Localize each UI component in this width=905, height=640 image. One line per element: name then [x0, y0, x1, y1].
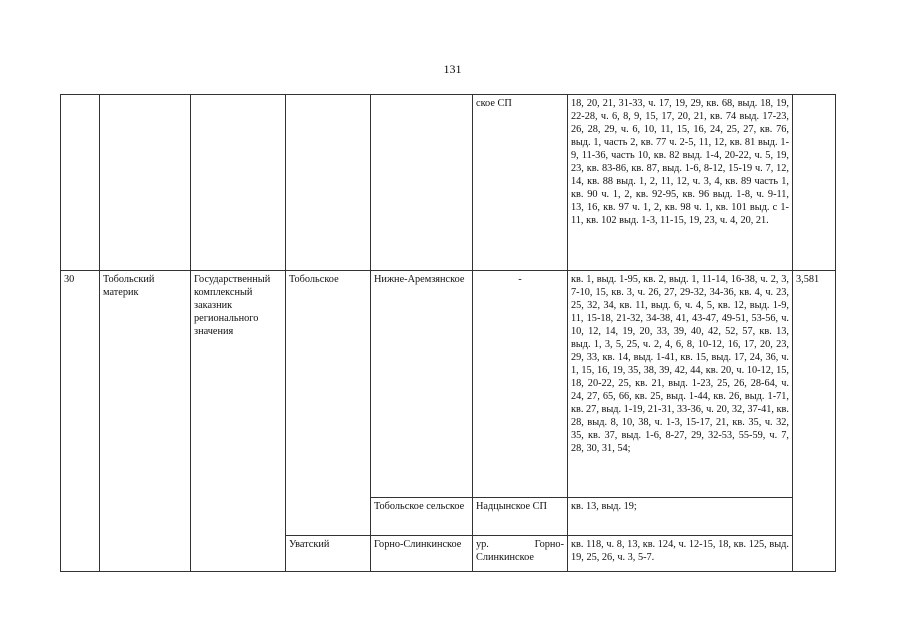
table-row: [61, 95, 836, 271]
cell-settlement: -: [473, 271, 568, 498]
cell-plots: 18, 20, 21, 31-33, ч. 17, 19, 29, кв. 68, выд. 18, 19, 22-28, ч. 6, 8, 9, 15, 17, 20, 21, кв. 74 выд. 17-23, 26, 28, 29, ч. 6, 10, 11, 15, 16, 24, 25, 27, кв. 76, выд. 1, часть 2, кв. 77 ч. 2-5, 11, 12, кв. 81 выд. 1-9, 11-36, часть 10, кв. 82 выд. 1-4, 20-22, ч. 5, 19, 23, кв. 83-86, кв. 87, выд. 1-6, 8-12, 15-19 ч. 7, 12, 14, кв. 88 выд. 1, 2, 11, 12, ч. 3, 4, кв. 89 часть 1, кв. 90 ч. 1, 2, кв. 92-95, кв. 96 выд. 1-8, ч. 9-11, 13, 16, кв. 97 ч. 1, 2, кв. 98 ч. 1, кв. 101 выд. с 1-11, кв. 102 выд. 1-3, 11-15, 19, 23, ч. 4, 20, 21.: [568, 95, 793, 271]
cell-plots: кв. 118, ч. 8, 13, кв. 124, ч. 12-15, 18, кв. 125, выд. 19, 25, 26, ч. 3, 5-7.: [568, 536, 793, 572]
cell-category: Государственный комплексный заказник регионального значения: [191, 271, 286, 572]
settlement-prefix: ур.: [476, 539, 489, 550]
table-row: [61, 271, 836, 498]
cell-number: 30: [61, 271, 100, 572]
cell-number: [61, 95, 100, 271]
settlement-main: Горно-: [534, 539, 564, 550]
page-number: 131: [443, 62, 462, 76]
cell-name: Тобольский материк: [100, 271, 191, 572]
settlement-tail: Слинкинское: [476, 552, 534, 563]
cell-forestry: Горно-Слинкинское: [371, 536, 473, 572]
cell-plots: кв. 1, выд. 1-95, кв. 2, выд. 1, 11-14, 16-38, ч. 2, 3, 7-10, 15, кв. 3, ч. 26, 27, 29-32, 34-36, кв. 4, ч. 23, 25, 32, 34, кв. 11, выд. 6, ч. 4, 5, кв. 12, выд. 1-9, 11, 15-18, 21-32, 34-38, 41, 43-47, 49-51, 53-56, ч. 10, 12, 14, 19, 20, 33, 39, 40, 42, 52, 57, кв. 13, выд. 1, 3, 5, 25, ч. 2, 4, 6, 8, 10-12, 16, 17, 20, 23, 29, 33, кв. 14, выд. 1-41, кв. 15, выд. 17, 24, 36, ч. 1, 15, 16, 19, 35, 38, 39, 42, 44, кв. 20, ч. 10-12, 15, 18, 20-22, 25, кв. 21, выд. 1-23, 25, 26, 28-64, ч. 24, 27, 65, 66, кв. 25, выд. 1-44, кв. 26, выд. 1-71, кв. 27, выд. 1-19, 21-31, 33-36, ч. 20, 32, 37-41, кв. 28, выд. 8, 10, 38, ч. 1-3, 15-17, 21, кв. 35, ч. 32, 35, кв. 37, выд. 1-6, 8-27, 29, 32-53, 55-59, ч. 7, 28, 30, 31, 54;: [568, 271, 793, 498]
cell-forestry: Нижне-Аремзянское: [371, 271, 473, 498]
cell-district: Уватский: [286, 536, 371, 572]
cell-forestry: [371, 95, 473, 271]
protected-areas-table: [60, 94, 836, 572]
cell-settlement: Надцынское СП: [473, 498, 568, 536]
cell-district: Тобольское: [286, 271, 371, 536]
cell-area: [793, 95, 836, 271]
cell-settlement: ское СП: [473, 95, 568, 271]
cell-plots: кв. 13, выд. 19;: [568, 498, 793, 536]
cell-area: 3,581: [793, 271, 836, 572]
cell-forestry: Тобольское сельское: [371, 498, 473, 536]
cell-name: [100, 95, 191, 271]
cell-settlement: [473, 536, 568, 572]
cell-district: [286, 95, 371, 271]
cell-category: [191, 95, 286, 271]
